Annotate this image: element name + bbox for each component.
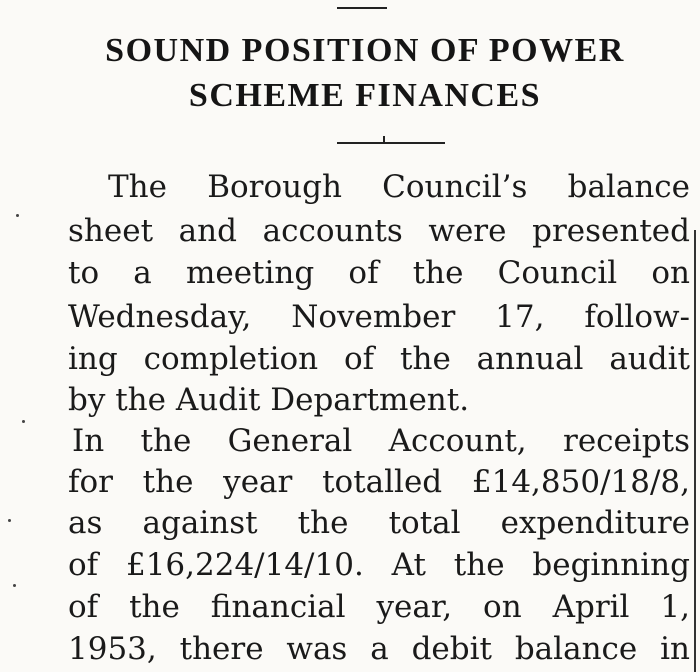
body-line: ing completion of the annual audit bbox=[68, 341, 690, 377]
print-speck bbox=[8, 519, 11, 522]
body-line: In the General Account, receipts bbox=[72, 423, 690, 459]
headline-line-2: SCHEME FINANCES bbox=[188, 77, 542, 114]
body-line: for the year totalled £14,850/18/8, bbox=[68, 464, 690, 500]
print-speck bbox=[22, 420, 25, 423]
headline-line-1: SOUND POSITION OF POWER bbox=[105, 32, 625, 69]
body-line: of £16,224/14/10. At the beginning bbox=[68, 547, 690, 583]
print-speck bbox=[13, 584, 16, 587]
section-divider bbox=[337, 142, 445, 144]
body-line: Wednesday, November 17, follow- bbox=[68, 299, 690, 335]
column-border bbox=[694, 230, 696, 672]
body-line: by the Audit Department. bbox=[68, 382, 470, 418]
print-speck bbox=[16, 214, 19, 217]
body-line: as against the total expenditure bbox=[68, 505, 690, 541]
body-line: of the financial year, on April 1, bbox=[68, 589, 690, 625]
body-line: 1953, there was a debit balance in bbox=[68, 631, 690, 667]
body-line: The Borough Council’s balance bbox=[108, 169, 690, 205]
body-line: sheet and accounts were presented bbox=[68, 213, 690, 249]
top-rule bbox=[337, 7, 387, 9]
body-line: to a meeting of the Council on bbox=[68, 255, 690, 291]
